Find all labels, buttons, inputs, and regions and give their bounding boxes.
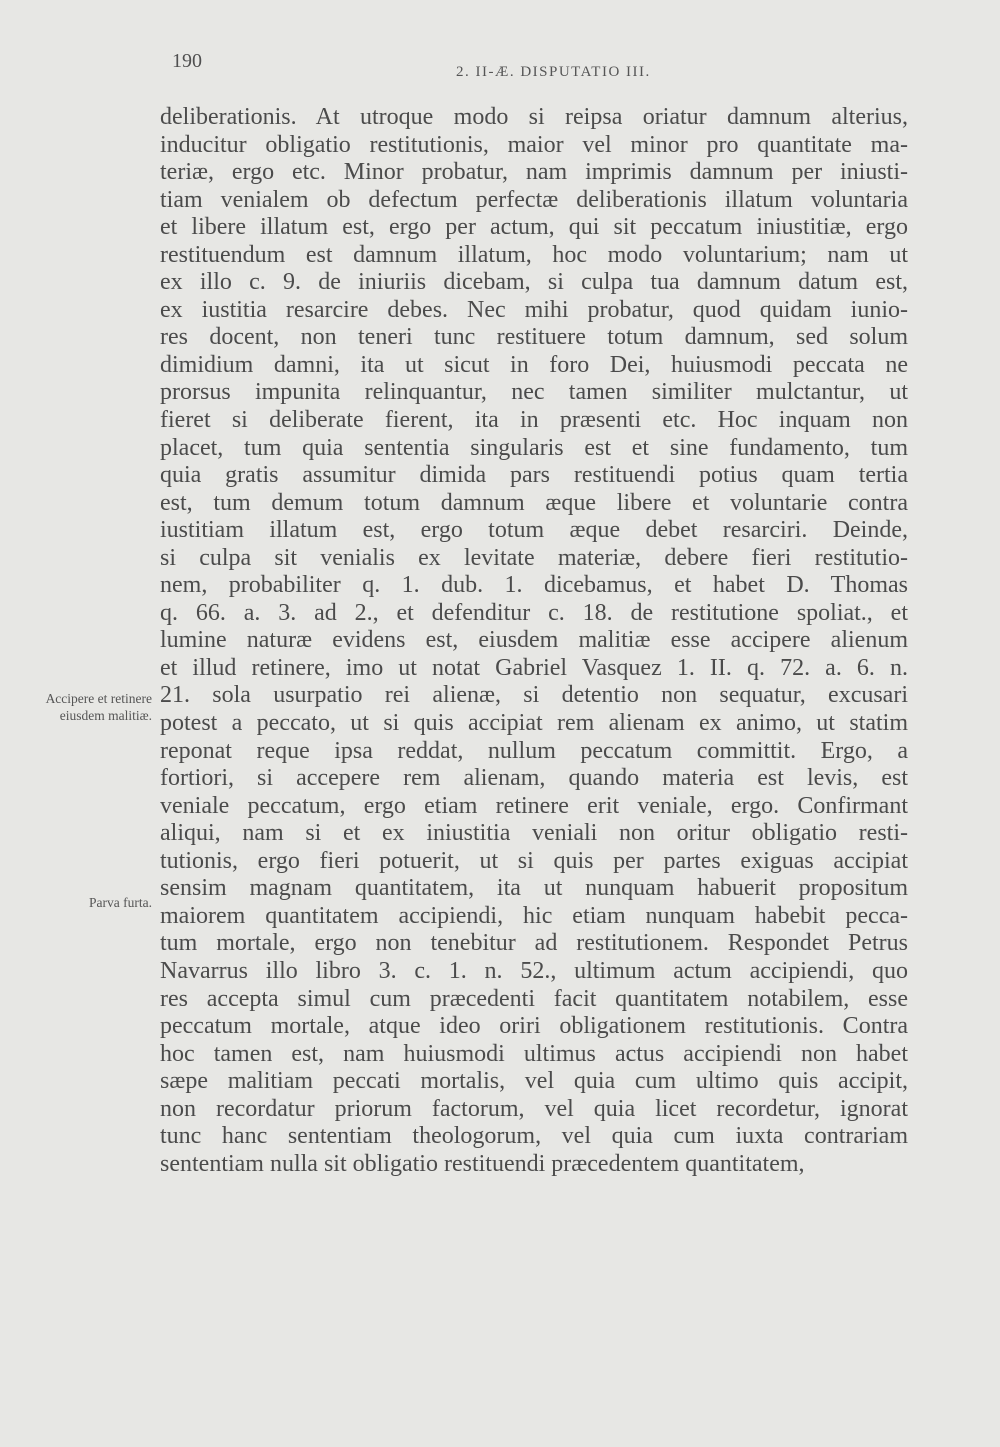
text-line: et illud retinere, imo ut notat Gabriel Vasquez 1. II. q. 72. a. 6. n.: [160, 654, 908, 681]
text-line: q. 66. a. 3. ad 2., et defenditur c. 18. de restitutione spoliat., et: [160, 599, 908, 626]
text-line: sensim magnam quantitatem, ita ut nunquam habuerit propositum: [160, 875, 908, 902]
text-line: hoc tamen est, nam huiusmodi ultimus actus accipiendi non habet: [160, 1040, 908, 1067]
text-line: deliberationis. At utroque modo si reipsa oriatur damnum alterius,: [160, 104, 908, 130]
text-line: tutionis, ergo fieri potuerit, ut si quis per partes exiguas accipiat: [160, 847, 908, 874]
text-line: sententiam nulla sit obligatio restituendi præcedentem quantitatem,: [160, 1150, 805, 1177]
text-line: Navarrus illo libro 3. c. 1. n. 52., ultimum actum accipiendi, quo: [160, 957, 908, 984]
text-line: tiam venialem ob defectum perfectæ deliberationis illatum voluntaria: [160, 186, 908, 213]
text-line: non recordatur priorum factorum, vel quia licet recordetur, ignorat: [160, 1095, 908, 1122]
text-line: et libere illatum est, ergo per actum, qui sit peccatum iniustitiæ, ergo: [160, 214, 908, 241]
text-line: tum mortale, ergo non tenebitur ad restitutionem. Respondet Petrus: [160, 930, 908, 957]
text-line: sæpe malitiam peccati mortalis, vel quia cum ultimo quis accipit,: [160, 1068, 908, 1095]
text-line: ex iustitia resarcire debes. Nec mihi probatur, quod quidam iunio-: [160, 296, 908, 323]
text-line: restituendum est damnum illatum, hoc modo voluntarium; nam ut: [160, 241, 908, 268]
text-line: lumine naturæ evidens est, eiusdem malitiæ esse accipere alienum: [160, 627, 908, 654]
text-line: fortiori, si accepere rem alienam, quando materia est levis, est: [160, 765, 908, 792]
text-line: veniale peccatum, ergo etiam retinere erit veniale, ergo. Confirmant: [160, 792, 908, 819]
running-head: 2. II-Æ. DISPUTATIO III.: [456, 64, 651, 80]
text-line: si culpa sit venialis ex levitate materiæ, debere fieri restitutio-: [160, 544, 908, 571]
text-line: fieret si deliberate fierent, ita in præsenti etc. Hoc inquam non: [160, 407, 908, 434]
text-line: placet, tum quia sententia singularis est et sine fundamento, tum: [160, 434, 908, 461]
text-line: dimidium damni, ita ut sicut in foro Dei, huiusmodi peccata ne: [160, 351, 908, 378]
text-line: reponat reque ipsa reddat, nullum peccatum committit. Ergo, a: [160, 737, 908, 764]
text-line: tunc hanc sententiam theologorum, vel quia cum iuxta contrariam: [160, 1123, 908, 1150]
text-line: maiorem quantitatem accipiendi, hic etiam nunquam habebit pecca-: [160, 902, 908, 929]
text-line: res docent, non teneri tunc restituere totum damnum, sed solum: [160, 324, 908, 351]
text-line: iustitiam illatum est, ergo totum æque debet resarciri. Deinde,: [160, 517, 908, 544]
text-line: prorsus impunita relinquantur, nec tamen similiter mulctantur, ut: [160, 379, 908, 406]
text-line: potest a peccato, ut si quis accipiat rem alienam ex animo, ut statim: [160, 710, 908, 737]
text-line: res accepta simul cum præcedenti facit quantitatem notabilem, esse: [160, 985, 908, 1012]
text-line: aliqui, nam si et ex iniustitia veniali non oritur obligatio resti-: [160, 820, 908, 847]
text-line: teriæ, ergo etc. Minor probatur, nam imprimis damnum per iniusti-: [160, 159, 908, 186]
text-line: nem, probabiliter q. 1. dub. 1. dicebamus, et habet D. Thomas: [160, 572, 908, 599]
margin-note-accipere: Accipere et retinere eiusdem malitiæ.: [45, 691, 152, 723]
page-number: 190: [172, 50, 202, 72]
text-line: ex illo c. 9. de iniuriis dicebam, si culpa tua damnum datum est,: [160, 269, 908, 296]
text-line: peccatum mortale, atque ideo oriri obligationem restitutionis. Contra: [160, 1013, 908, 1040]
text-line: inducitur obligatio restitutionis, maior vel minor pro quantitate ma-: [160, 131, 908, 158]
text-line: 21. sola usurpatio rei alienæ, si detentio non sequatur, excusari: [160, 682, 908, 709]
margin-note-parva-furta: Parva furta.: [89, 895, 152, 910]
text-line: est, tum demum totum damnum æque libere et voluntarie contra: [160, 489, 908, 516]
text-line: quia gratis assumitur dimida pars restituendi potius quam tertia: [160, 462, 908, 489]
body-text: [160, 104, 908, 1178]
